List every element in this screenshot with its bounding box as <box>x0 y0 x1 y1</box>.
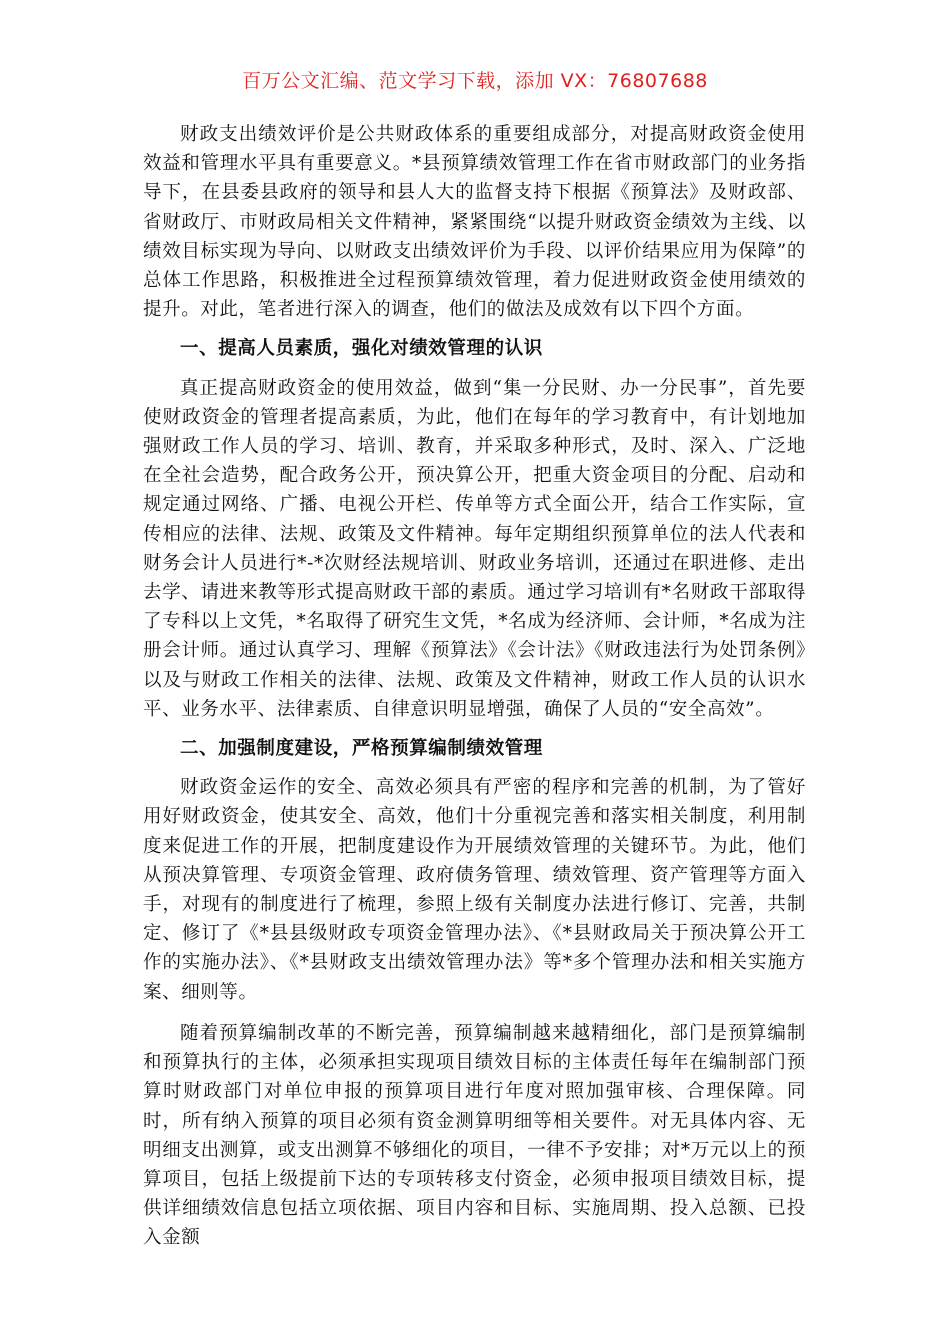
section1-paragraph: 真正提高财政资金的使用效益，做到“集一分民财、办一分民事”，首先要使财政资金的管理者提高素质，为此，他们在每年的学习教育中，有计划地加强财政工作人员的学习、培训、教育，并采取多种形式，及时、深入、广泛地在全社会造势，配合政务公开，预决算公开，把重大资金项目的分配、启动和规定通过网络、广播、电视公开栏、传单等方式全面公开，结合工作实际，宣传相应的法律、法规、政策及文件精神。每年定期组织预算单位的法人代表和财务会计人员进行*-*次财经法规培训、财政业务培训，还通过在职进修、走出去学、请进来教等形式提高财政干部的素质。通过学习培训有*名财政干部取得了专科以上文凭，*名取得了研究生文凭，*名成为经济师、会计师，*名成为注册会计师。通过认真学习、理解《预算法》《会计法》《财政违法行为处罚条例》以及与财政工作相关的法律、法规、政策及文件精神，财政工作人员的认识水平、业务水平、法律素质、自律意识明显增强，确保了人员的“安全高效”。 <box>143 377 806 720</box>
intro-paragraph: 财政支出绩效评价是公共财政体系的重要组成部分，对提高财政资金使用效益和管理水平具有重要意义。*县预算绩效管理工作在省市财政部门的业务指导下，在县委县政府的领导和县人大的监督支持下根据《预算法》及财政部、省财政厅、市财政局相关文件精神，紧紧围绕“以提升财政资金绩效为主线、以绩效目标实现为导向、以财政支出绩效评价为手段、以评价结果应用为保障”的总体工作思路，积极推进全过程预算绩效管理，着力促进财政资金使用绩效的提升。对此，笔者进行深入的调查，他们的做法及成效有以下四个方面。 <box>143 124 806 321</box>
section2-paragraph-1: 财政资金运作的安全、高效必须具有严密的程序和完善的机制，为了管好用好财政资金，使其安全、高效，他们十分重视完善和落实相关制度，利用制度来促进工作的开展，把制度建设作为开展绩效管理的关键环节。为此，他们从预决算管理、专项资金管理、政府债务管理、绩效管理、资产管理等方面入手，对现有的制度进行了梳理，参照上级有关制度办法进行修订、完善，共制定、修订了《*县县级财政专项资金管理办法》、《*县财政局关于预决算公开工作的实施办法》、《*县财政支出绩效管理办法》等*多个管理办法和相关实施方案、细则等。 <box>143 777 806 1003</box>
section2-paragraph-2: 随着预算编制改革的不断完善，预算编制越来越精细化，部门是预算编制和预算执行的主体，必须承担实现项目绩效目标的主体责任每年在编制部门预算时财政部门对单位申报的预算项目进行年度对照加强审核、合理保障。同时，所有纳入预算的项目必须有资金测算明细等相关要件。对无具体内容、无明细支出测算，或支出测算不够细化的项目，一律不予安排；对*万元以上的预算项目，包括上级提前下达的专项转移支付资金，必须申报项目绩效目标，提供详细绩效信息包括立项依据、项目内容和目标、实施周期、投入总额、已投入金额 <box>143 1022 806 1249</box>
document-body <box>143 120 806 1253</box>
section1-heading: 一、提高人员素质，强化对绩效管理的认识 <box>180 338 543 360</box>
watermark-header: 百万公文汇编、范文学习下载，添加 VX：76807688 <box>242 70 708 92</box>
section2-heading: 二、加强制度建设，严格预算编制绩效管理 <box>180 738 543 760</box>
